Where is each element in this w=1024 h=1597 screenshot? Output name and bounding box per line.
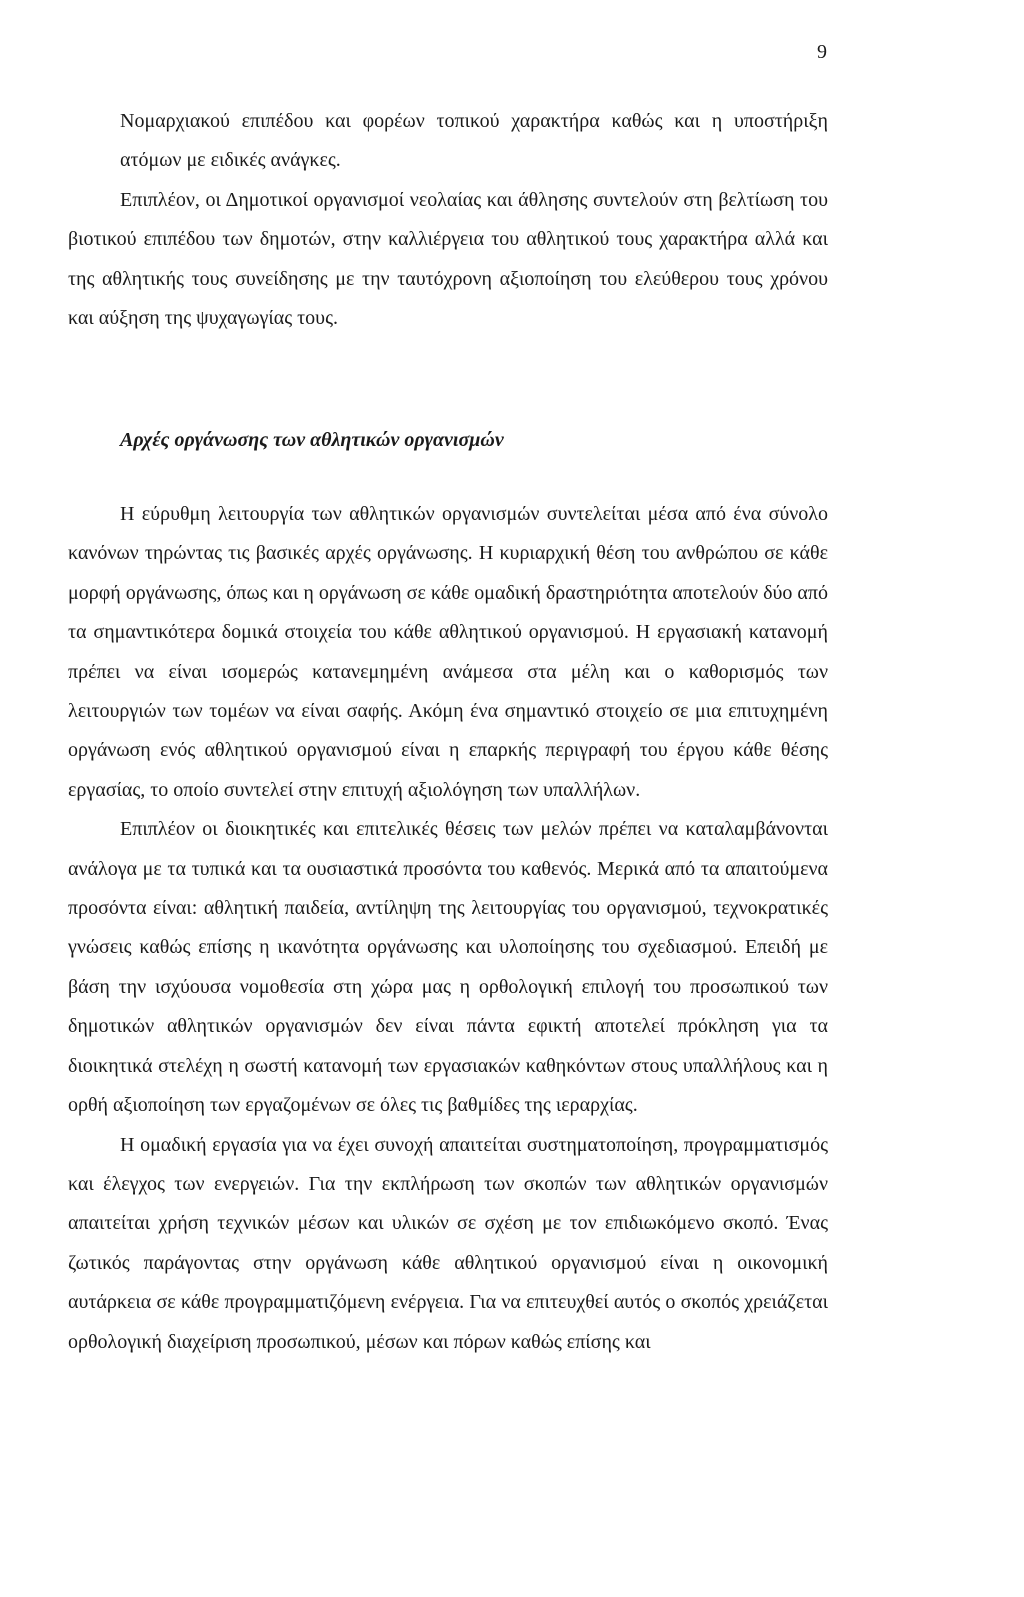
section-paragraph-2: Επιπλέον οι διοικητικές και επιτελικές θέσεις των μελών πρέπει να καταλαμβάνονται ανάλογα με τα τυπικά και τα ουσιαστικά προσόντα του καθενός. Μερικά από τα απαιτούμενα προσόντα είναι: αθλητική παιδεία, αντίληψη της λειτουργίας του οργανισμού, τεχνοκρατικές γνώσεις καθώς επίσης η ικανότητα οργάνωσης και υλοποίησης του σχεδιασμού. Επειδή με βάση την ισχύουσα νομοθεσία στη χώρα μας η ορθολογική επιλογή του προσωπικού των δημοτικών αθλητικών οργανισμών δεν είναι πάντα εφικτή αποτελεί πρόκληση για τα διοικητικά στελέχη η σωστή κατανομή των εργασιακών καθηκόντων στους υπαλλήλους και η ορθή αξιοποίηση των εργαζομένων σε όλες τις βαθμίδες της ιεραρχίας. bbox=[68, 818, 828, 1117]
section-paragraph-1: Η εύρυθμη λειτουργία των αθλητικών οργανισμών συντελείται μέσα από ένα σύνολο κανόνων τηρώντας τις βασικές αρχές οργάνωσης. Η κυριαρχική θέση του ανθρώπου σε κάθε μορφή οργάνωσης, όπως και η οργάνωση σε κάθε ομαδική δραστηριότητα αποτελούν δύο από τα σημαντικότερα δομικά στοιχεία του κάθε αθλητικού οργανισμού. Η εργασιακή κατανομή πρέπει να είναι ισομερώς κατανεμημένη ανάμεσα στα μέλη και ο καθορισμός των λειτουργιών των τομέων να είναι σαφής. Ακόμη ένα σημαντικό στοιχείο σε μια επιτυχημένη οργάνωση ενός αθλητικού οργανισμού είναι η επαρκής περιγραφή του έργου κάθε θέσης εργασίας, το οποίο συντελεί στην επιτυχή αξιολόγηση των υπαλλήλων. bbox=[68, 503, 828, 801]
section-block bbox=[68, 421, 828, 1362]
continuation-paragraph: Νομαρχιακού επιπέδου και φορέων τοπικού χαρακτήρα καθώς και η υποστήριξη ατόμων με ειδικές ανάγκες. bbox=[120, 110, 828, 172]
section-heading: Αρχές οργάνωσης των αθλητικών οργανισμών bbox=[120, 429, 504, 451]
section-paragraph-3: Η ομαδική εργασία για να έχει συνοχή απαιτείται συστηματοποίηση, προγραμματισμός και έλεγχος των ενεργειών. Για την εκπλήρωση των σκοπών των αθλητικών οργανισμών απαιτείται χρήση τεχνικών μέσων και υλικών σε σχέση με τον επιδιωκόμενο σκοπό. Ένας ζωτικός παράγοντας στην οργάνωση κάθε αθλητικού οργανισμού είναι η οικονομική αυτάρκεια σε κάθε προγραμματιζόμενη ενέργεια. Για να επιτευχθεί αυτός ο σκοπός χρειάζεται ορθολογική διαχείριση προσωπικού, μέσων και πόρων καθώς επίσης και bbox=[68, 1133, 828, 1353]
page-number: 9 bbox=[817, 41, 827, 63]
intro-paragraph: Επιπλέον, οι Δημοτικοί οργανισμοί νεολαίας και άθλησης συντελούν στη βελτίωση του βιοτικού επιπέδου των δημοτών, στην καλλιέργεια του αθλητικού τους χαρακτήρα αλλά και της αθλητικής τους συνείδησης με την ταυτόχρονη αξιοποίηση του ελεύθερου τους χρόνου και αύξηση της ψυχαγωγίας τους. bbox=[68, 188, 828, 330]
intro-block bbox=[68, 102, 828, 338]
